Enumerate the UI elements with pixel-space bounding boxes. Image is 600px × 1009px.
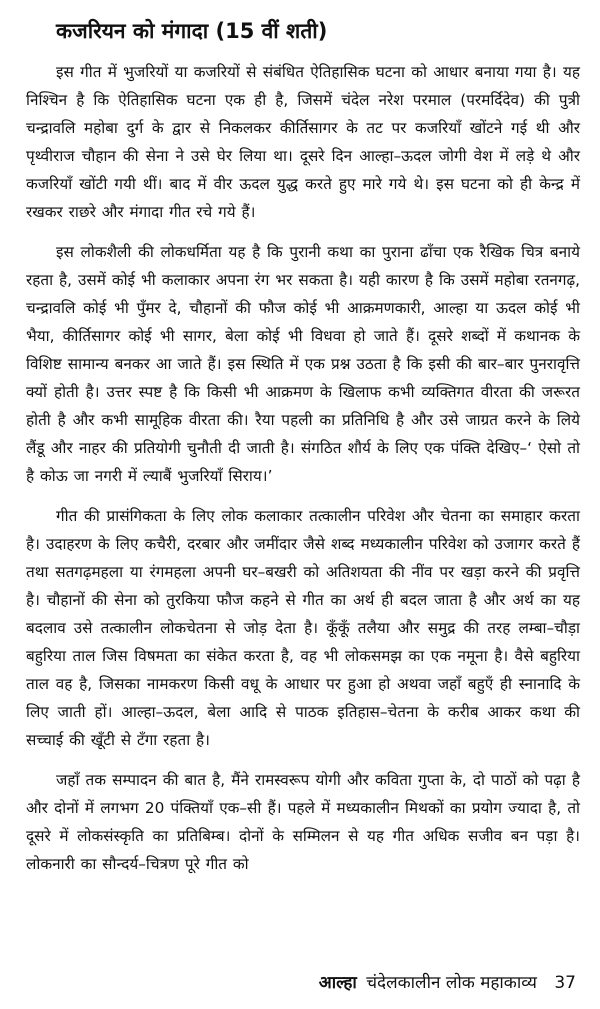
page-number: 37 (554, 973, 576, 993)
footer-subtitle: चंदेलकालीन लोक महाकाव्य (366, 973, 537, 993)
paragraph-1: इस गीत में भुजरियों या कजरियों से संबंधित ऐतिहासिक घटना को आधार बनाया गया है। यह निश्चिन है कि ऐतिहासिक घटना एक ही है, जिसमें चंदेल नरेश परमाल (परमर्दिदेव) की पुत्री चन्द्रावलि महोबा दुर्ग के द्वार से निकलकर कीर्तिसागर के तट पर कजरियाँ खोंटने गई थी और पृथ्वीराज चौहान की सेना ने उसे घेर लिया था। दूसरे दिन आल्हा–ऊदल जोगी वेश में लड़े थे और कजरियाँ खोंटी गयी थीं। बाद में वीर ऊदल युद्ध करते हुए मारे गये थे। इस घटना को ही केन्द्र में रखकर राछरे और मंगादा गीत रचे गये हैं। (26, 63, 580, 221)
page-title: कजरियन को मंगादा (15 वीं शती) (56, 19, 328, 43)
footer-book-title: आल्हा (318, 973, 357, 993)
paragraph-4: जहाँ तक सम्पादन की बात है, मैंने रामस्वरूप योगी और कविता गुप्ता के, दो पाठों को पढ़ा है और दोनों में लगभग 20 पंक्तियाँ एक–सी हैं। पहले में मध्यकालीन मिथकों का प्रयोग ज्यादा है, तो दूसरे में लोकसंस्कृति का प्रतिबिम्ब। दोनों के सम्मिलन से यह गीत अधिक सजीव बन पड़ा है। लोकनारी का सौन्दर्य–चित्रण पूरे गीत को (26, 771, 580, 873)
paragraph-2: इस लोकशैली की लोकधर्मिता यह है कि पुरानी कथा का पुराना ढाँचा एक रैखिक चित्र बनाये रहता है, उसमें कोई भी कलाकार अपना रंग भर सकता है। यही कारण है कि उसमें महोबा रतनगढ़, चन्द्रावलि कोई भी पुँमर दे, चौहानों की फौज कोई भी आक्रमणकारी, आल्हा या ऊदल कोई भी भैया, कीर्तिसागर कोई भी सागर, बेला कोई भी विधवा हो जाते हैं। दूसरे शब्दों में कथानक के विशिष्ट सामान्य बनकर आ जाते हैं। इस स्थिति में एक प्रश्न उठता है कि इसी की बार–बार पुनरावृत्ति क्यों होती है। उत्तर स्पष्ट है कि किसी भी आक्रमण के खिलाफ कभी व्यक्तिगत वीरता की जरूरत होती है और कभी सामूहिक वीरता की। रैया पहली का प्रतिनिधि है और उसे जाग्रत करने के लिये लैंडू और नाहर की प्रतियोगी चुनौती दी जाती है। संगठित शौर्य के लिए एक पंक्ति देखिए–‘ ऐसो तो है कोऊ जा नगरी में ल्याबैं भुजरियाँ सिराय।’ (26, 243, 580, 485)
paragraph-3: गीत की प्रासंगिकता के लिए लोक कलाकार तत्कालीन परिवेश और चेतना का समाहार करता है। उदाहरण के लिए कचैरी, दरबार और जमींदार जैसे शब्द मध्यकालीन परिवेश को उजागर करते हैं तथा सतगढ़महला या रंगमहला अपनी घर–बखरी को अतिशयता की नींव पर खड़ा करने की प्रवृत्ति है। चौहानों की सेना को तुरकिया फौज कहने से गीत का अर्थ ही बदल जाता है और अर्थ का यह बदलाव उसे तत्कालीन लोकचेतना से जोड़ देता है। कूँकूँ तलैया और समुद्र की तरह लम्बा–चौड़ा बहुरिया ताल जिस विषमता का संकेत करता है, वह भी लोकसमझ का एक नमूना है। वैसे बहुरिया ताल वह है, जिसका नामकरण किसी वधू के आधार पर हुआ हो अथवा जहाँ बहुएँ ही स्नानादि के लिए जाती हों। आल्हा–ऊदल, बेला आदि से पाठक इतिहास–चेतना के करीब आकर कथा की सच्चाई की खूँटी से टँगा रहता है। (26, 507, 580, 749)
page-footer (319, 970, 576, 993)
